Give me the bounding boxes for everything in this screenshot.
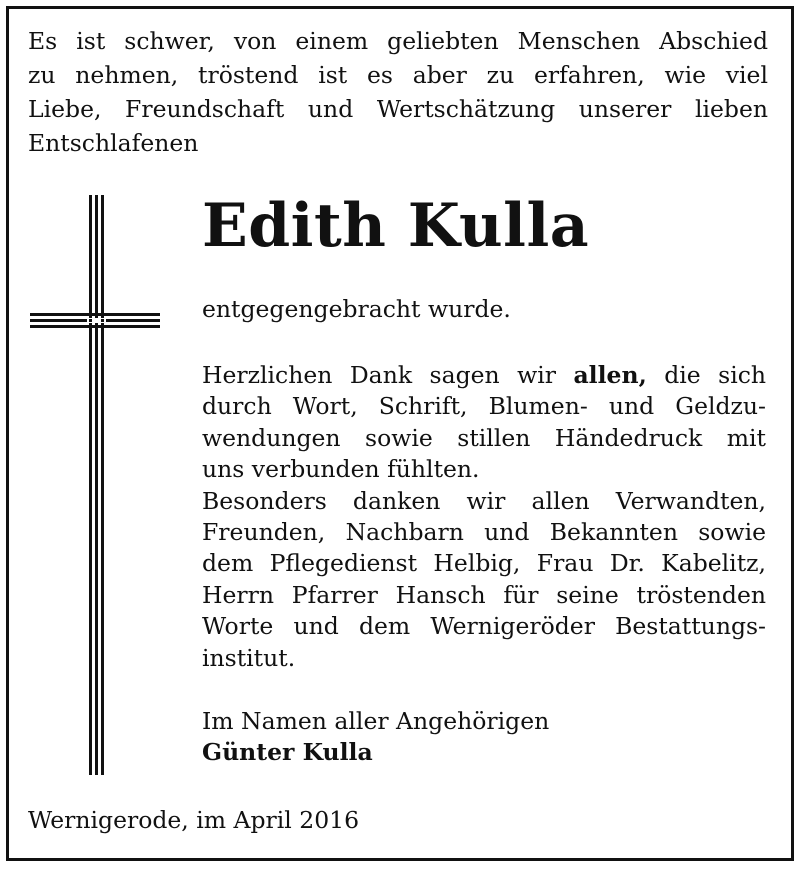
thanks-line: Freunden, Nachbarn und Bekannten sowie	[202, 518, 766, 547]
received-line	[202, 294, 766, 325]
cross-icon	[30, 195, 160, 775]
deceased-name: Edith Kulla	[202, 191, 590, 261]
thanks-line: wendungen sowie stillen Händedruck mit	[202, 423, 766, 452]
thanks-line	[202, 360, 766, 391]
thanks-line1-bold: allen,	[573, 361, 647, 389]
thanks-line: Besonders danken wir allen Verwandten,	[202, 486, 766, 515]
thanks-line1-post: die sich	[646, 361, 767, 389]
signature-block	[202, 706, 766, 769]
thanks-line1-pre: Herzlichen Dank sagen wir	[202, 361, 574, 389]
thanks-paragraph	[202, 360, 766, 674]
intro-paragraph	[28, 24, 768, 160]
intro-line: zu nehmen, tröstend ist es aber zu erfahren, wie viel	[28, 61, 768, 89]
thanks-line: institut.	[202, 643, 296, 672]
thanks-line: uns verbunden fühlten.	[202, 455, 480, 484]
thanks-line: Herrn Pfarrer Hansch für seine tröstenden	[202, 580, 766, 609]
signature-name: Günter Kulla	[202, 738, 373, 767]
intro-line: Liebe, Freundschaft und Wertschätzung unserer lieben	[28, 95, 768, 123]
thanks-line: Worte und dem Wernigeröder Bestattungs-	[202, 612, 766, 641]
received-text: entgegengebracht wurde.	[202, 295, 511, 323]
intro-line: Entschlafenen	[28, 129, 199, 157]
intro-line: Es ist schwer, von einem geliebten Menschen Abschied	[28, 27, 768, 55]
thanks-line: durch Wort, Schrift, Blumen- und Geldzu-	[202, 392, 766, 421]
signature-on-behalf: Im Namen aller Angehörigen	[202, 707, 550, 735]
place-date: Wernigerode, im April 2016	[28, 806, 360, 834]
thanks-line: dem Pflegedienst Helbig, Frau Dr. Kabelitz,	[202, 549, 766, 578]
